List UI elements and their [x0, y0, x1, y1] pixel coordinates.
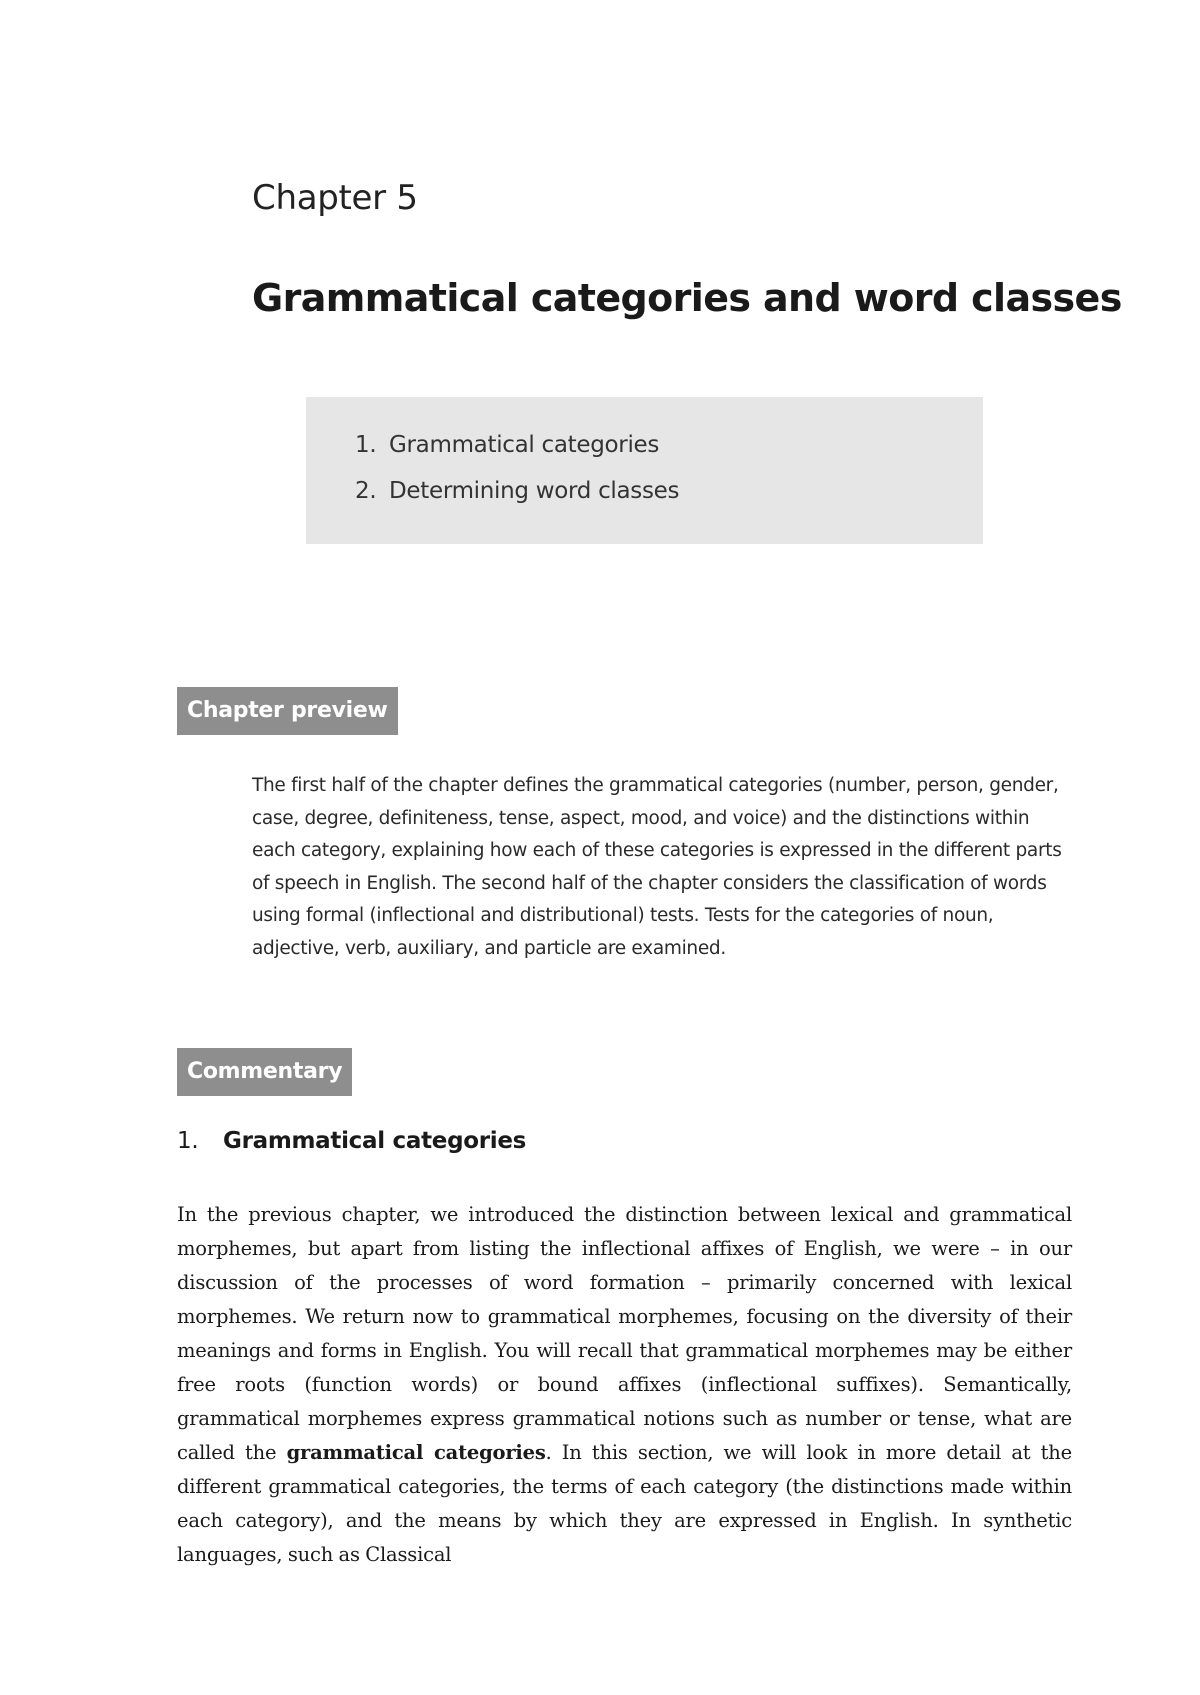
contents-item [355, 428, 679, 474]
commentary-heading: Commentary [177, 1048, 352, 1096]
section-title: Grammatical categories [223, 1128, 527, 1154]
chapter-number: Chapter 5 [252, 178, 418, 218]
contents-item-number: 1. [355, 432, 377, 458]
key-term: grammatical categories [286, 1441, 546, 1464]
section-heading [177, 1128, 526, 1154]
chapter-contents-box [306, 397, 983, 544]
contents-item-label: Determining word classes [389, 478, 680, 504]
section-number: 1. [177, 1128, 199, 1154]
chapter-preview-text: The first half of the chapter defines the grammatical categories (number, person, gender, case, degree, definiteness, tense, aspect, mood, and voice) and the distinctions within each category, explaining how each of these categories is expressed in the different parts of speech in English. The second half of the chapter considers the classification of words using formal (inflectional and distributional) tests. Tests for the categories of noun, adjective, verb, auxiliary, and particle are examined. [252, 775, 1062, 959]
chapter-title: Grammatical categories and word classes [252, 276, 1122, 320]
contents-item-label: Grammatical categories [389, 432, 660, 458]
body-paragraph [177, 1198, 1072, 1572]
paragraph-text-start: In the previous chapter, we introduced the distinction between lexical and grammatical morphemes, but apart from listing the inflectional affixes of English, we were – in our discussion of the processes of word formation – primarily concerned with lexical morphemes. We return now to grammatical morphemes, focusing on the diversity of their meanings and forms in English. You will recall that grammatical morphemes may be either free roots (function words) or bound affixes (inflectional suffixes). Semantically, grammatical morphemes express grammatical notions such as number or tense, what are called the [177, 1203, 1072, 1464]
contents-item-number: 2. [355, 478, 377, 504]
paragraph-text-end: . In this section, we will look in more detail at the different grammatical categories, the terms of each category (the distinctions made within each category), and the means by which they are expressed in English. In synthetic languages, such as Classical [177, 1441, 1072, 1566]
contents-item [355, 474, 679, 520]
chapter-contents-list [355, 428, 679, 520]
chapter-preview-heading: Chapter preview [177, 687, 398, 735]
